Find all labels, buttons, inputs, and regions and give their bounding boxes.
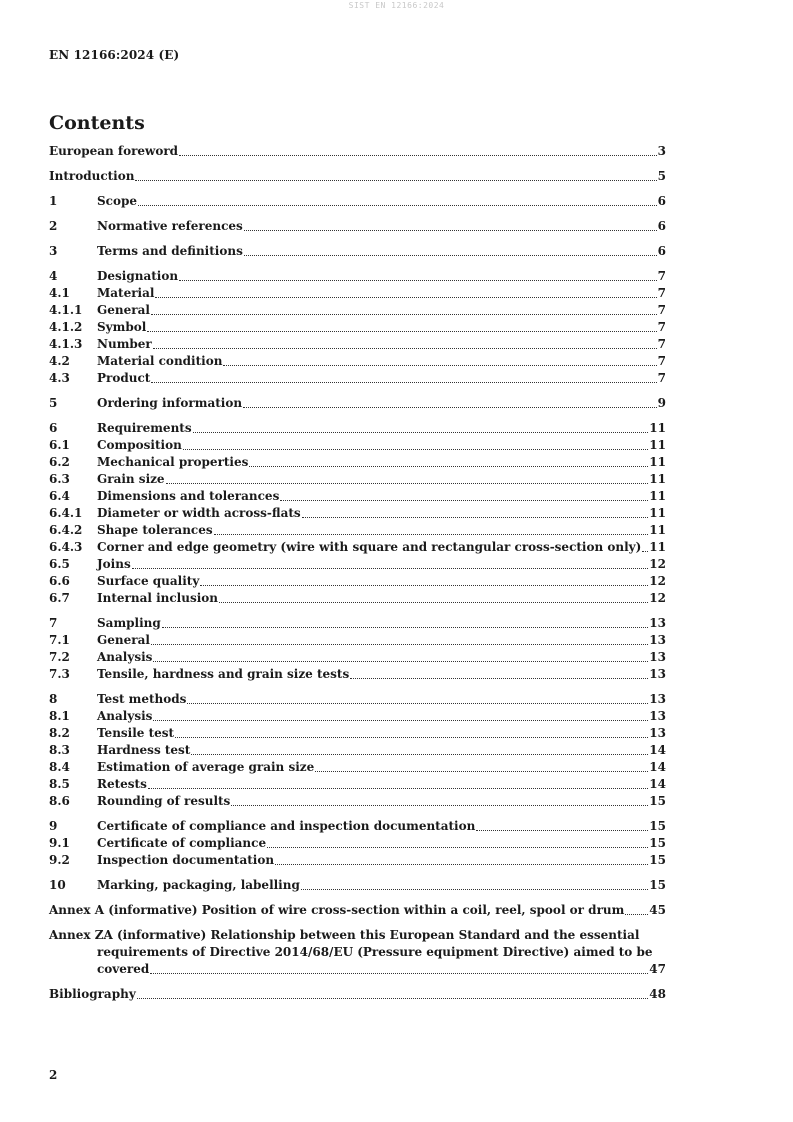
toc-entry[interactable] xyxy=(49,454,666,471)
dot-leader xyxy=(249,465,648,467)
toc-entry-page: 13 xyxy=(649,616,666,630)
toc-entry-page: 15 xyxy=(649,794,666,808)
toc-entry-text: Estimation of average grain size xyxy=(97,760,315,774)
toc-entry-page: 14 xyxy=(649,743,666,757)
dot-leader xyxy=(193,431,649,433)
dot-leader xyxy=(166,482,649,484)
toc-entry-page: 11 xyxy=(649,472,666,486)
toc-entry[interactable] xyxy=(49,471,666,488)
dot-leader xyxy=(244,229,657,231)
dot-leader xyxy=(625,913,648,915)
toc-entry-page: 45 xyxy=(649,903,666,917)
toc-entry-text: Shape tolerances xyxy=(97,523,213,537)
toc-entry-text: Symbol xyxy=(97,320,147,334)
dot-leader xyxy=(231,804,648,806)
toc-entry-page: 9 xyxy=(657,396,666,410)
dot-leader xyxy=(350,677,648,679)
toc-entry-text: Certificate of compliance and inspection documentation xyxy=(97,819,476,833)
toc-entry-page: 15 xyxy=(649,878,666,892)
toc-entry-page: 11 xyxy=(649,540,666,554)
toc-entry-text: Product xyxy=(97,371,151,385)
toc-entry-text: Material condition xyxy=(97,354,223,368)
toc-entry[interactable] xyxy=(49,776,666,793)
toc-entry-page: 14 xyxy=(649,760,666,774)
toc-entry-number: 8.5 xyxy=(49,777,70,791)
toc-entry-page: 13 xyxy=(649,692,666,706)
toc-entry-number: 8.1 xyxy=(49,709,70,723)
dot-leader xyxy=(147,330,656,332)
toc-entry[interactable] xyxy=(49,193,666,210)
toc-entry-annex-za[interactable] xyxy=(49,927,666,978)
toc-entry[interactable] xyxy=(49,573,666,590)
toc-entry-number: 8 xyxy=(49,692,58,706)
dot-leader xyxy=(179,279,657,281)
toc-entry-text: Analysis xyxy=(97,709,153,723)
toc-entry-text: Grain size xyxy=(97,472,165,486)
dot-leader xyxy=(302,516,649,518)
toc-entry[interactable] xyxy=(49,632,666,649)
toc-entry[interactable] xyxy=(49,835,666,852)
toc-entry[interactable] xyxy=(49,666,666,683)
toc-entry-number: 6.6 xyxy=(49,574,70,588)
dot-leader xyxy=(162,626,649,628)
toc-entry-page: 13 xyxy=(649,650,666,664)
toc-entry-text: Ordering information xyxy=(97,396,243,410)
toc-entry-number: 4.1.1 xyxy=(49,303,83,317)
toc-entry-number: 8.2 xyxy=(49,726,70,740)
table-of-contents xyxy=(49,143,666,1003)
document-id: EN 12166:2024 (E) xyxy=(49,48,180,62)
toc-entry-page: 11 xyxy=(649,523,666,537)
toc-entry-page: 11 xyxy=(649,438,666,452)
toc-entry-page: 7 xyxy=(657,371,666,385)
dot-leader xyxy=(155,296,656,298)
dot-leader xyxy=(153,660,648,662)
toc-entry-page: 5 xyxy=(657,169,666,183)
toc-entry-page: 6 xyxy=(657,219,666,233)
dot-leader xyxy=(175,736,648,738)
toc-entry-text: Terms and definitions xyxy=(97,244,243,258)
toc-entry-page: 7 xyxy=(657,286,666,300)
toc-entry[interactable] xyxy=(49,395,666,412)
toc-entry[interactable] xyxy=(49,168,666,185)
toc-entry-page: 7 xyxy=(657,320,666,334)
toc-entry-text: Introduction xyxy=(49,169,135,183)
toc-entry-page: 12 xyxy=(649,591,666,605)
toc-entry-number: 6.5 xyxy=(49,557,70,571)
toc-entry[interactable] xyxy=(49,268,666,285)
dot-leader xyxy=(200,584,648,586)
toc-entry[interactable] xyxy=(49,759,666,776)
dot-leader xyxy=(153,347,657,349)
toc-entry-number: 8.6 xyxy=(49,794,70,808)
toc-entry-text: General xyxy=(97,303,150,317)
toc-entry[interactable] xyxy=(49,488,666,505)
toc-entry-page: 15 xyxy=(649,836,666,850)
toc-entry-text: Scope xyxy=(97,194,138,208)
dot-leader xyxy=(138,204,657,206)
toc-entry-number: 2 xyxy=(49,219,58,233)
toc-entry-page: 11 xyxy=(649,455,666,469)
toc-entry-text: Normative references xyxy=(97,219,243,233)
toc-entry-number: 4.3 xyxy=(49,371,70,385)
toc-entry-text: Composition xyxy=(97,438,182,452)
dot-leader xyxy=(151,313,657,315)
toc-entry[interactable] xyxy=(49,556,666,573)
toc-entry[interactable] xyxy=(49,302,666,319)
toc-entry-text: Tensile, hardness and grain size tests xyxy=(97,667,350,681)
toc-entry-page: 6 xyxy=(657,194,666,208)
toc-entry-text: Analysis xyxy=(97,650,153,664)
toc-entry-number: 4.2 xyxy=(49,354,70,368)
toc-entry-text: Rounding of results xyxy=(97,794,231,808)
toc-entry[interactable] xyxy=(49,649,666,666)
toc-entry[interactable] xyxy=(49,725,666,742)
toc-entry[interactable] xyxy=(49,420,666,437)
toc-entry-page: 13 xyxy=(649,709,666,723)
toc-entry-text: Designation xyxy=(97,269,179,283)
toc-entry[interactable] xyxy=(49,243,666,260)
toc-entry-page: 15 xyxy=(649,853,666,867)
dot-leader xyxy=(135,179,656,181)
toc-entry-number: 4.1.2 xyxy=(49,320,83,334)
toc-entry-text: European foreword xyxy=(49,144,179,158)
toc-entry-number: 4.1 xyxy=(49,286,70,300)
toc-entry-text: Corner and edge geometry (wire with square and rectangular cross-section only) xyxy=(97,540,642,554)
toc-entry[interactable] xyxy=(49,505,666,522)
toc-entry-number: 6.3 xyxy=(49,472,70,486)
toc-entry-number: 9.1 xyxy=(49,836,70,850)
dot-leader xyxy=(280,499,648,501)
toc-entry-number: 4 xyxy=(49,269,58,283)
toc-entry-text: Tensile test xyxy=(97,726,175,740)
dot-leader xyxy=(183,448,649,450)
dot-leader xyxy=(132,567,649,569)
toc-entry-text: General xyxy=(97,633,150,647)
toc-entry-text: Test methods xyxy=(97,692,187,706)
toc-entry-page: 13 xyxy=(649,633,666,647)
toc-entry-text: Joins xyxy=(97,557,131,571)
toc-entry-page: 13 xyxy=(649,726,666,740)
toc-entry-number: 8.4 xyxy=(49,760,70,774)
dot-leader xyxy=(151,381,656,383)
toc-entry[interactable] xyxy=(49,370,666,387)
toc-entry-text: Bibliography xyxy=(49,987,136,1001)
toc-entry-page: 11 xyxy=(649,489,666,503)
toc-entry-number: 9.2 xyxy=(49,853,70,867)
toc-entry-page: 7 xyxy=(657,303,666,317)
dot-leader xyxy=(642,550,648,552)
toc-entry-number: 6 xyxy=(49,421,58,435)
dot-leader xyxy=(153,719,648,721)
page-number: 2 xyxy=(49,1068,58,1082)
toc-entry-text: requirements of Directive 2014/68/EU (Pressure equipment Directive) aimed to be xyxy=(97,945,653,959)
toc-entry[interactable] xyxy=(49,522,666,539)
toc-entry-text: Material xyxy=(97,286,155,300)
toc-entry-number: 9 xyxy=(49,819,58,833)
toc-entry-number: 10 xyxy=(49,878,66,892)
toc-entry-text: Retests xyxy=(97,777,147,791)
toc-entry-page: 7 xyxy=(657,337,666,351)
toc-entry-page: 11 xyxy=(649,506,666,520)
toc-entry[interactable] xyxy=(49,793,666,810)
watermark: SIST EN 12166:2024 xyxy=(348,1,445,10)
toc-entry-number: 4.1.3 xyxy=(49,337,83,351)
dot-leader xyxy=(179,154,657,156)
toc-entry-text: Requirements xyxy=(97,421,192,435)
toc-entry[interactable] xyxy=(49,742,666,759)
toc-entry-number: 6.2 xyxy=(49,455,70,469)
toc-entry-text: Inspection documentation xyxy=(97,853,275,867)
dot-leader xyxy=(476,829,648,831)
dot-leader xyxy=(151,643,648,645)
dot-leader xyxy=(191,753,648,755)
toc-entry-text: Dimensions and tolerances xyxy=(97,489,280,503)
toc-entry-page: 3 xyxy=(657,144,666,158)
dot-leader xyxy=(150,972,648,974)
dot-leader xyxy=(301,888,648,890)
toc-entry-page: 15 xyxy=(649,819,666,833)
toc-entry-number: 5 xyxy=(49,396,58,410)
toc-entry[interactable] xyxy=(49,877,666,894)
toc-entry-number: 6.4.3 xyxy=(49,540,83,554)
toc-entry-text: Diameter or width across-flats xyxy=(97,506,301,520)
toc-entry-page: 7 xyxy=(657,269,666,283)
toc-entry[interactable] xyxy=(49,902,666,919)
toc-entry-number: 6.1 xyxy=(49,438,70,452)
toc-entry-number: 7.1 xyxy=(49,633,70,647)
toc-entry-text: Marking, packaging, labelling xyxy=(97,878,300,892)
dot-leader xyxy=(187,702,648,704)
toc-entry-text: Hardness test xyxy=(97,743,191,757)
dot-leader xyxy=(137,997,649,999)
toc-entry-text: Number xyxy=(97,337,152,351)
toc-entry-number: 1 xyxy=(49,194,58,208)
toc-entry-number: 6.4.1 xyxy=(49,506,83,520)
toc-entry[interactable] xyxy=(49,285,666,302)
toc-entry[interactable] xyxy=(49,218,666,235)
toc-entry[interactable] xyxy=(49,615,666,632)
toc-entry-page: 14 xyxy=(649,777,666,791)
toc-entry-text: Surface quality xyxy=(97,574,200,588)
dot-leader xyxy=(219,601,648,603)
toc-entry[interactable] xyxy=(49,708,666,725)
toc-entry-text: Certificate of compliance xyxy=(97,836,267,850)
toc-entry-text: Sampling xyxy=(97,616,161,630)
dot-leader xyxy=(148,787,648,789)
toc-entry[interactable] xyxy=(49,818,666,835)
toc-entry[interactable] xyxy=(49,852,666,869)
toc-entry-page: 12 xyxy=(649,574,666,588)
toc-entry[interactable] xyxy=(49,353,666,370)
toc-entry-page: 7 xyxy=(657,354,666,368)
toc-entry-text: Annex A (informative) Position of wire cross-section within a coil, reel, spool or drum xyxy=(49,903,625,917)
toc-entry[interactable] xyxy=(49,437,666,454)
toc-entry-bibliography[interactable] xyxy=(49,986,666,1003)
toc-entry-page: 11 xyxy=(649,421,666,435)
toc-entry-number: 3 xyxy=(49,244,58,258)
toc-entry-text: Mechanical properties xyxy=(97,455,249,469)
toc-entry-number: 8.3 xyxy=(49,743,70,757)
dot-leader xyxy=(214,533,649,535)
dot-leader xyxy=(275,863,648,865)
dot-leader xyxy=(267,846,648,848)
toc-entry-number: 6.7 xyxy=(49,591,70,605)
toc-entry[interactable] xyxy=(49,336,666,353)
toc-entry[interactable] xyxy=(49,539,666,556)
toc-entry[interactable] xyxy=(49,319,666,336)
toc-entry-text: covered xyxy=(97,962,150,976)
dot-leader xyxy=(315,770,648,772)
toc-entry-number: 7 xyxy=(49,616,58,630)
toc-entry-number: 7.3 xyxy=(49,667,70,681)
dot-leader xyxy=(223,364,656,366)
toc-entry[interactable] xyxy=(49,590,666,607)
dot-leader xyxy=(244,254,657,256)
toc-entry-text: Internal inclusion xyxy=(97,591,218,605)
toc-entry-text: Annex ZA (informative) Relationship between this European Standard and the essential xyxy=(49,928,640,942)
toc-entry-number: 6.4 xyxy=(49,489,70,503)
toc-entry-page: 47 xyxy=(649,962,666,976)
toc-entry-number: 6.4.2 xyxy=(49,523,83,537)
toc-entry-page: 13 xyxy=(649,667,666,681)
toc-entry-number: 7.2 xyxy=(49,650,70,664)
toc-entry-page: 12 xyxy=(649,557,666,571)
toc-entry[interactable] xyxy=(49,691,666,708)
toc-entry[interactable] xyxy=(49,143,666,160)
toc-entry-page: 6 xyxy=(657,244,666,258)
dot-leader xyxy=(243,406,657,408)
page-title: Contents xyxy=(49,112,145,134)
toc-entry-page: 48 xyxy=(649,987,666,1001)
